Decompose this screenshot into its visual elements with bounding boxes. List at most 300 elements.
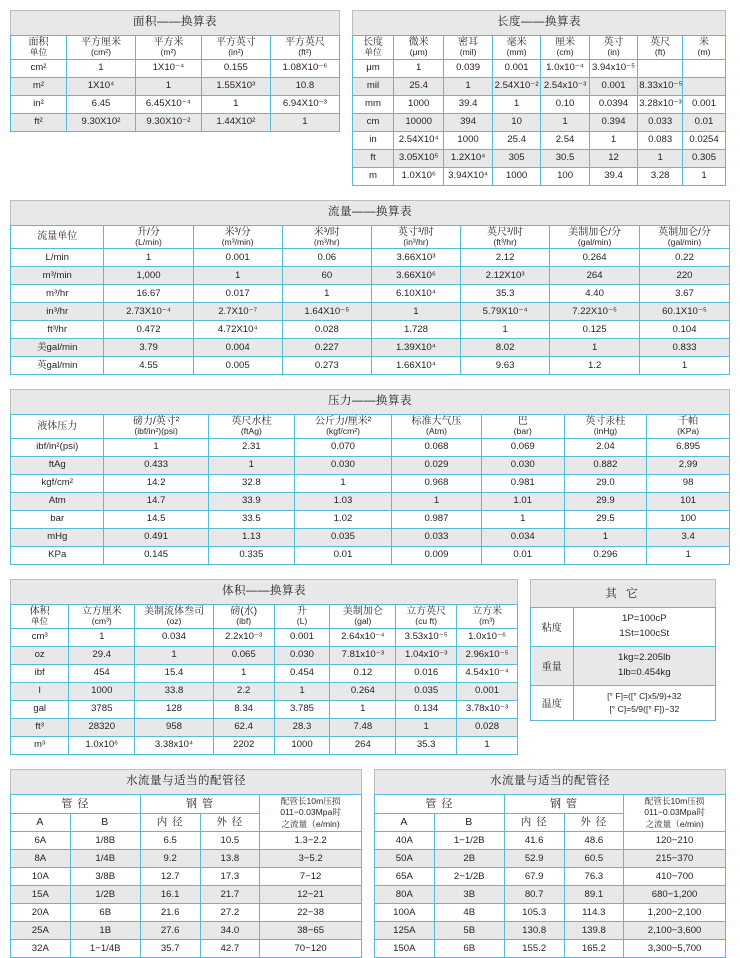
table-cell: 1 bbox=[208, 457, 294, 475]
table-cell: 0.433 bbox=[104, 457, 208, 475]
pipe-left-title: 水流量与适当的配管径 bbox=[11, 769, 362, 794]
column-header bbox=[564, 415, 647, 439]
pipe-flow-header bbox=[624, 794, 726, 832]
table-cell: 7−12 bbox=[260, 868, 362, 886]
table-cell: 0.987 bbox=[392, 511, 482, 529]
table-row bbox=[353, 95, 726, 113]
row-unit-label: L/min bbox=[11, 249, 104, 267]
volume-table-title: 体积——换算表 bbox=[11, 580, 518, 605]
table-cell: 1.66X10⁴ bbox=[371, 357, 460, 375]
row-unit-label: in² bbox=[11, 95, 67, 113]
column-header-main: 微米 bbox=[408, 36, 429, 48]
table-cell: 12 bbox=[589, 149, 637, 167]
table-row bbox=[11, 700, 518, 718]
table-cell: 1.0x10⁻⁶ bbox=[457, 628, 518, 646]
column-header-unit: (ft²) bbox=[298, 47, 312, 58]
pipe-group-header: 管 径 bbox=[375, 794, 505, 813]
column-header-unit: (ibf) bbox=[236, 616, 252, 627]
table-cell: 264 bbox=[330, 736, 396, 754]
column-header bbox=[11, 604, 69, 628]
column-header-main: 米 bbox=[699, 36, 710, 48]
flow-table-block bbox=[10, 200, 730, 376]
table-cell: 1.44X10² bbox=[201, 113, 270, 131]
column-header-unit: (cm³) bbox=[91, 616, 112, 627]
row-unit-label: KPa bbox=[11, 547, 104, 565]
table-row bbox=[11, 850, 362, 868]
table-cell: 0.030 bbox=[274, 646, 330, 664]
volume-table-rows bbox=[11, 628, 518, 754]
table-row bbox=[11, 339, 730, 357]
table-cell: 1X10⁻⁴ bbox=[136, 59, 202, 77]
table-cell: 7.22X10⁻⁵ bbox=[550, 303, 640, 321]
table-cell: 1/8B bbox=[70, 832, 140, 850]
table-cell: 0.035 bbox=[396, 682, 457, 700]
other-box-block bbox=[530, 579, 716, 721]
volume-conversion-table bbox=[10, 579, 518, 755]
table-cell: 0.394 bbox=[589, 113, 637, 131]
column-header-main: 立方英尺 bbox=[406, 605, 447, 617]
column-header bbox=[647, 415, 730, 439]
table-row bbox=[11, 267, 730, 285]
row-unit-label: 8A bbox=[11, 850, 71, 868]
table-cell: 33.9 bbox=[208, 493, 294, 511]
column-header-unit: (m) bbox=[697, 47, 711, 58]
table-row bbox=[11, 77, 340, 95]
column-header-unit: (KPa) bbox=[677, 426, 700, 437]
table-cell: 1/4B bbox=[70, 850, 140, 868]
table-cell: 10.5 bbox=[200, 832, 260, 850]
area-table-header-row bbox=[11, 35, 340, 59]
table-cell: 2.64x10⁻⁴ bbox=[330, 628, 396, 646]
table-row bbox=[11, 529, 730, 547]
table-cell: 0.016 bbox=[396, 664, 457, 682]
flow-table-title: 流量——换算表 bbox=[11, 200, 730, 225]
table-cell: 27.2 bbox=[200, 904, 260, 922]
table-cell: 6.45X10⁻⁴ bbox=[136, 95, 202, 113]
table-cell: 29.5 bbox=[564, 511, 647, 529]
column-header bbox=[66, 35, 135, 59]
pipe-group-header: 管 径 bbox=[11, 794, 141, 813]
table-cell: 1 bbox=[638, 149, 683, 167]
table-cell: 2.54x10⁻³ bbox=[541, 77, 589, 95]
table-cell: 0.06 bbox=[282, 249, 371, 267]
table-cell: 305 bbox=[492, 149, 540, 167]
table-cell: 1X10⁴ bbox=[66, 77, 135, 95]
table-cell: 165.2 bbox=[564, 940, 624, 958]
column-header bbox=[11, 35, 67, 59]
flow-table-header-row bbox=[11, 225, 730, 249]
table-cell: 6.5 bbox=[140, 832, 200, 850]
table-cell: 2.54X10⁻² bbox=[492, 77, 540, 95]
table-cell: 1000 bbox=[69, 682, 135, 700]
table-cell: 0.001 bbox=[274, 628, 330, 646]
table-cell: 2B bbox=[434, 850, 504, 868]
table-cell: 1.39X10⁴ bbox=[371, 339, 460, 357]
table-cell: 0.001 bbox=[457, 682, 518, 700]
table-cell: 0.454 bbox=[274, 664, 330, 682]
table-cell: 1 bbox=[647, 547, 730, 565]
column-header bbox=[444, 35, 492, 59]
table-cell: 1 bbox=[461, 321, 550, 339]
column-header bbox=[135, 604, 214, 628]
table-cell: 1 bbox=[589, 131, 637, 149]
table-row bbox=[11, 736, 518, 754]
table-cell: 1 bbox=[104, 249, 193, 267]
table-cell: 139.8 bbox=[564, 922, 624, 940]
pressure-table-header-row bbox=[11, 415, 730, 439]
length-table-header-row bbox=[353, 35, 726, 59]
column-header-unit: (μm) bbox=[409, 47, 428, 58]
table-cell: 3.38x10⁴ bbox=[135, 736, 214, 754]
table-cell: 0.981 bbox=[481, 475, 564, 493]
table-cell: 30.5 bbox=[541, 149, 589, 167]
other-box-value-line: 1lb=0.454kg bbox=[618, 666, 671, 678]
column-header bbox=[550, 225, 640, 249]
other-box-value-line: 1kg=2.205lb bbox=[618, 651, 671, 663]
column-header bbox=[371, 225, 460, 249]
table-cell: 0.22 bbox=[640, 249, 730, 267]
column-header-main: 英制加仑/分 bbox=[658, 226, 711, 238]
table-cell: 14.5 bbox=[104, 511, 208, 529]
volume-table-title-row bbox=[11, 580, 518, 605]
table-cell: 0.001 bbox=[492, 59, 540, 77]
table-cell: 0.968 bbox=[392, 475, 482, 493]
pressure-table-rows bbox=[11, 439, 730, 565]
table-cell: 1.2X10⁴ bbox=[444, 149, 492, 167]
column-header-main: 美制加仑 bbox=[342, 605, 383, 617]
column-header-main: 立方厘米 bbox=[81, 605, 122, 617]
table-cell: 35.3 bbox=[461, 285, 550, 303]
table-cell: 1/2B bbox=[70, 886, 140, 904]
table-cell: 3.94x10⁻⁵ bbox=[589, 59, 637, 77]
table-row bbox=[375, 940, 726, 958]
table-cell: 0.10 bbox=[541, 95, 589, 113]
table-row bbox=[11, 457, 730, 475]
column-header-unit: (kgf/cm²) bbox=[326, 426, 360, 437]
table-cell: 52.9 bbox=[504, 850, 564, 868]
column-header bbox=[274, 604, 330, 628]
table-cell: 1.3−2.2 bbox=[260, 832, 362, 850]
table-cell: 958 bbox=[135, 718, 214, 736]
table-cell: 1 bbox=[135, 646, 214, 664]
column-header bbox=[193, 225, 282, 249]
table-row bbox=[353, 113, 726, 131]
table-cell: 1 bbox=[683, 167, 726, 185]
table-cell: 5.79X10⁻⁴ bbox=[461, 303, 550, 321]
column-header bbox=[396, 604, 457, 628]
table-cell: 1 bbox=[541, 113, 589, 131]
row-unit-label: mm bbox=[353, 95, 394, 113]
table-cell: 7.81x10⁻³ bbox=[330, 646, 396, 664]
pipe-table-right bbox=[374, 769, 726, 958]
row-unit-label: 125A bbox=[375, 922, 435, 940]
table-cell: 0.001 bbox=[193, 249, 282, 267]
table-cell: 60.5 bbox=[564, 850, 624, 868]
table-cell: 21.6 bbox=[140, 904, 200, 922]
table-row bbox=[353, 131, 726, 149]
column-header bbox=[640, 225, 730, 249]
row-unit-label: ftAg bbox=[11, 457, 104, 475]
table-row bbox=[11, 628, 518, 646]
column-header-unit: (cm) bbox=[556, 47, 574, 58]
table-cell: 2.54 bbox=[541, 131, 589, 149]
table-cell: 0.264 bbox=[550, 249, 640, 267]
table-cell: 1000 bbox=[274, 736, 330, 754]
table-cell: 2.96x10⁻⁵ bbox=[457, 646, 518, 664]
table-cell: 105.3 bbox=[504, 904, 564, 922]
column-header bbox=[638, 35, 683, 59]
column-header bbox=[394, 35, 444, 59]
pressure-table-title-row bbox=[11, 390, 730, 415]
table-cell: 2.31 bbox=[208, 439, 294, 457]
other-box-row bbox=[531, 646, 716, 685]
table-cell: 25.4 bbox=[492, 131, 540, 149]
table-row bbox=[11, 439, 730, 457]
table-cell: 3/8B bbox=[70, 868, 140, 886]
table-cell: 16.67 bbox=[104, 285, 193, 303]
table-cell: 454 bbox=[69, 664, 135, 682]
table-cell: 1 bbox=[270, 113, 339, 131]
table-cell: 4.54x10⁻⁴ bbox=[457, 664, 518, 682]
other-box-row bbox=[531, 685, 716, 721]
table-row bbox=[11, 511, 730, 529]
table-cell: 0.034 bbox=[481, 529, 564, 547]
table-cell: 9.63 bbox=[461, 357, 550, 375]
pipe-flow-header-line: 011−0.03Mpa时 bbox=[644, 807, 705, 818]
table-cell: 0.083 bbox=[638, 131, 683, 149]
table-cell: 1 bbox=[201, 95, 270, 113]
column-header bbox=[541, 35, 589, 59]
table-cell: 3785 bbox=[69, 700, 135, 718]
table-cell: 1.03 bbox=[294, 493, 391, 511]
table-cell: 0.004 bbox=[193, 339, 282, 357]
flow-table-title-row bbox=[11, 200, 730, 225]
pipe-sub-header: B bbox=[70, 813, 140, 832]
column-header-main: 平方英寸 bbox=[215, 36, 256, 48]
table-cell: 14.2 bbox=[104, 475, 208, 493]
table-cell: 1.55X10³ bbox=[201, 77, 270, 95]
column-header-main: 英寸³/时 bbox=[397, 226, 435, 238]
column-header-unit: (m²) bbox=[160, 47, 177, 58]
column-header-main: 升/分 bbox=[137, 226, 160, 238]
row-unit-label: ft³/hr bbox=[11, 321, 104, 339]
table-cell: 1B bbox=[70, 922, 140, 940]
table-cell: 32.8 bbox=[208, 475, 294, 493]
table-cell: 3B bbox=[434, 886, 504, 904]
table-cell: 70−120 bbox=[260, 940, 362, 958]
row-unit-label: 15A bbox=[11, 886, 71, 904]
table-cell: 1 bbox=[330, 700, 396, 718]
table-row bbox=[11, 95, 340, 113]
table-row bbox=[353, 77, 726, 95]
table-row bbox=[11, 718, 518, 736]
column-header-main: 千帕 bbox=[678, 416, 699, 428]
row-unit-label: cm³ bbox=[11, 628, 69, 646]
table-row bbox=[11, 357, 730, 375]
row-unit-label: 32A bbox=[11, 940, 71, 958]
row-unit-label: 英gal/min bbox=[11, 357, 104, 375]
column-header-unit: (L/min) bbox=[135, 236, 162, 247]
pipe-sub-header: A bbox=[11, 813, 71, 832]
table-cell: 100 bbox=[647, 511, 730, 529]
pipe-sub-header: 外 径 bbox=[564, 813, 624, 832]
pipe-sub-header: 内 径 bbox=[140, 813, 200, 832]
column-header-main: 公斤力/厘米² bbox=[314, 416, 372, 428]
length-table-title: 长度——换算表 bbox=[353, 11, 726, 36]
table-cell: 62.4 bbox=[213, 718, 274, 736]
table-cell: 3.28x10⁻³ bbox=[638, 95, 683, 113]
table-cell: 1.01 bbox=[481, 493, 564, 511]
pipe-sub-header: A bbox=[375, 813, 435, 832]
table-cell: 264 bbox=[550, 267, 640, 285]
column-header-unit: (inHg) bbox=[593, 426, 618, 437]
table-cell: 155.2 bbox=[504, 940, 564, 958]
row-unit-label: mil bbox=[353, 77, 394, 95]
table-cell: 0.264 bbox=[330, 682, 396, 700]
column-header-unit: (m³/hr) bbox=[313, 236, 340, 247]
column-header-unit: 单位 bbox=[29, 47, 48, 58]
table-cell: 8.02 bbox=[461, 339, 550, 357]
table-cell: 0.005 bbox=[193, 357, 282, 375]
table-cell: 0.033 bbox=[392, 529, 482, 547]
row-unit-label: ft³ bbox=[11, 718, 69, 736]
column-header-unit: (m³) bbox=[479, 616, 495, 627]
table-cell: 29.4 bbox=[69, 646, 135, 664]
column-header-unit: (gal/min) bbox=[667, 236, 702, 247]
table-cell: 3.28 bbox=[638, 167, 683, 185]
table-cell: 41.6 bbox=[504, 832, 564, 850]
table-cell: 60.1X10⁻⁵ bbox=[640, 303, 730, 321]
column-header-main: 平方英尺 bbox=[284, 36, 325, 48]
table-cell: 1 bbox=[274, 682, 330, 700]
table-cell: 29.9 bbox=[564, 493, 647, 511]
table-cell: 1.64X10⁻⁵ bbox=[282, 303, 371, 321]
table-cell: 0.833 bbox=[640, 339, 730, 357]
table-cell: 0.134 bbox=[396, 700, 457, 718]
pipe-group-header: 钢 管 bbox=[140, 794, 259, 813]
table-cell: 67.9 bbox=[504, 868, 564, 886]
pressure-table-title: 压力——换算表 bbox=[11, 390, 730, 415]
table-cell: 29.0 bbox=[564, 475, 647, 493]
pipe-right-title: 水流量与适当的配管径 bbox=[375, 769, 726, 794]
pipe-right-group-header-row bbox=[375, 794, 726, 813]
row-unit-label: in³/hr bbox=[11, 303, 104, 321]
table-cell: 1 bbox=[550, 339, 640, 357]
table-cell: 1.0x10⁻⁴ bbox=[541, 59, 589, 77]
table-cell: 3.785 bbox=[274, 700, 330, 718]
table-cell: 2.2x10⁻³ bbox=[213, 628, 274, 646]
table-cell: 5B bbox=[434, 922, 504, 940]
column-header-unit: (ftAg) bbox=[240, 426, 262, 437]
row-unit-label: 50A bbox=[375, 850, 435, 868]
row-unit-label: gal bbox=[11, 700, 69, 718]
table-cell: 9.30X10² bbox=[66, 113, 135, 131]
table-cell: 0.029 bbox=[392, 457, 482, 475]
table-cell: 0.12 bbox=[330, 664, 396, 682]
column-header-unit: 单位 bbox=[31, 616, 49, 627]
pipe-flow-header-line: 之流量（e/min) bbox=[281, 818, 340, 829]
row-unit-label: kgf/cm² bbox=[11, 475, 104, 493]
row-unit-label: 65A bbox=[375, 868, 435, 886]
column-header-main: 英寸汞柱 bbox=[585, 416, 626, 428]
column-header-unit: (in³/hr) bbox=[403, 236, 429, 247]
table-cell: 0.01 bbox=[481, 547, 564, 565]
table-cell: 4.72X10⁴ bbox=[193, 321, 282, 339]
column-header bbox=[136, 35, 202, 59]
row-unit-label: oz bbox=[11, 646, 69, 664]
pipe-group-header: 钢 管 bbox=[504, 794, 623, 813]
table-cell: 130.8 bbox=[504, 922, 564, 940]
table-cell: 0.068 bbox=[392, 439, 482, 457]
area-table-body bbox=[11, 11, 340, 60]
column-header-main: 米³/分 bbox=[224, 226, 251, 238]
table-cell: 0.296 bbox=[564, 547, 647, 565]
row-unit-label: ibf/in²(psi) bbox=[11, 439, 104, 457]
pipe-flow-header-line: 011−0.03Mpa时 bbox=[280, 807, 341, 818]
column-header bbox=[270, 35, 339, 59]
column-header bbox=[104, 225, 193, 249]
table-cell: 0.028 bbox=[282, 321, 371, 339]
table-cell: 120−210 bbox=[624, 832, 726, 850]
column-header-main: 美制加仑/分 bbox=[568, 226, 621, 238]
table-cell: 6B bbox=[434, 940, 504, 958]
column-header-main: 巴 bbox=[517, 416, 528, 428]
table-row bbox=[375, 850, 726, 868]
table-row bbox=[353, 149, 726, 167]
table-row bbox=[11, 303, 730, 321]
table-cell: 1.04x10⁻³ bbox=[396, 646, 457, 664]
table-cell: 394 bbox=[444, 113, 492, 131]
table-cell: 0.273 bbox=[282, 357, 371, 375]
column-header-main: 立方米 bbox=[472, 605, 503, 617]
table-cell: 0.0254 bbox=[683, 131, 726, 149]
column-header-unit: (oz) bbox=[166, 616, 182, 627]
table-cell: 1 bbox=[444, 77, 492, 95]
column-header-main: 英尺水柱 bbox=[231, 416, 272, 428]
table-cell: 1 bbox=[282, 285, 371, 303]
column-header-unit: (Atm) bbox=[425, 426, 447, 437]
table-cell bbox=[683, 59, 726, 77]
pressure-conversion-table bbox=[10, 389, 730, 565]
table-cell: 33.8 bbox=[135, 682, 214, 700]
table-cell: 1 bbox=[396, 718, 457, 736]
table-cell: 1 bbox=[394, 59, 444, 77]
table-cell: 76.3 bbox=[564, 868, 624, 886]
column-header-main: 升 bbox=[296, 605, 307, 617]
table-cell: 10000 bbox=[394, 113, 444, 131]
table-cell: 0.034 bbox=[135, 628, 214, 646]
table-row bbox=[11, 664, 518, 682]
row-unit-label: 6A bbox=[11, 832, 71, 850]
column-header-unit: (in) bbox=[607, 47, 620, 58]
pipe-sub-header: B bbox=[434, 813, 504, 832]
column-header bbox=[213, 604, 274, 628]
column-header-main: 长度 bbox=[363, 36, 383, 48]
other-box-value-line: [° F]=([° C]x5/9)+32 bbox=[607, 690, 682, 701]
table-cell: 1.02 bbox=[294, 511, 391, 529]
table-cell: 3.78x10⁻³ bbox=[457, 700, 518, 718]
table-cell: 8.33x10⁻⁵ bbox=[638, 77, 683, 95]
table-row bbox=[353, 59, 726, 77]
other-box-value-line: 1St=100cSt bbox=[619, 627, 670, 639]
row-unit-label: ibf bbox=[11, 664, 69, 682]
column-header bbox=[492, 35, 540, 59]
other-box-title-row bbox=[531, 580, 716, 608]
table-cell: 22−38 bbox=[260, 904, 362, 922]
table-cell: 1 bbox=[213, 664, 274, 682]
column-header-unit: 单位 bbox=[364, 47, 382, 58]
table-row bbox=[11, 832, 362, 850]
